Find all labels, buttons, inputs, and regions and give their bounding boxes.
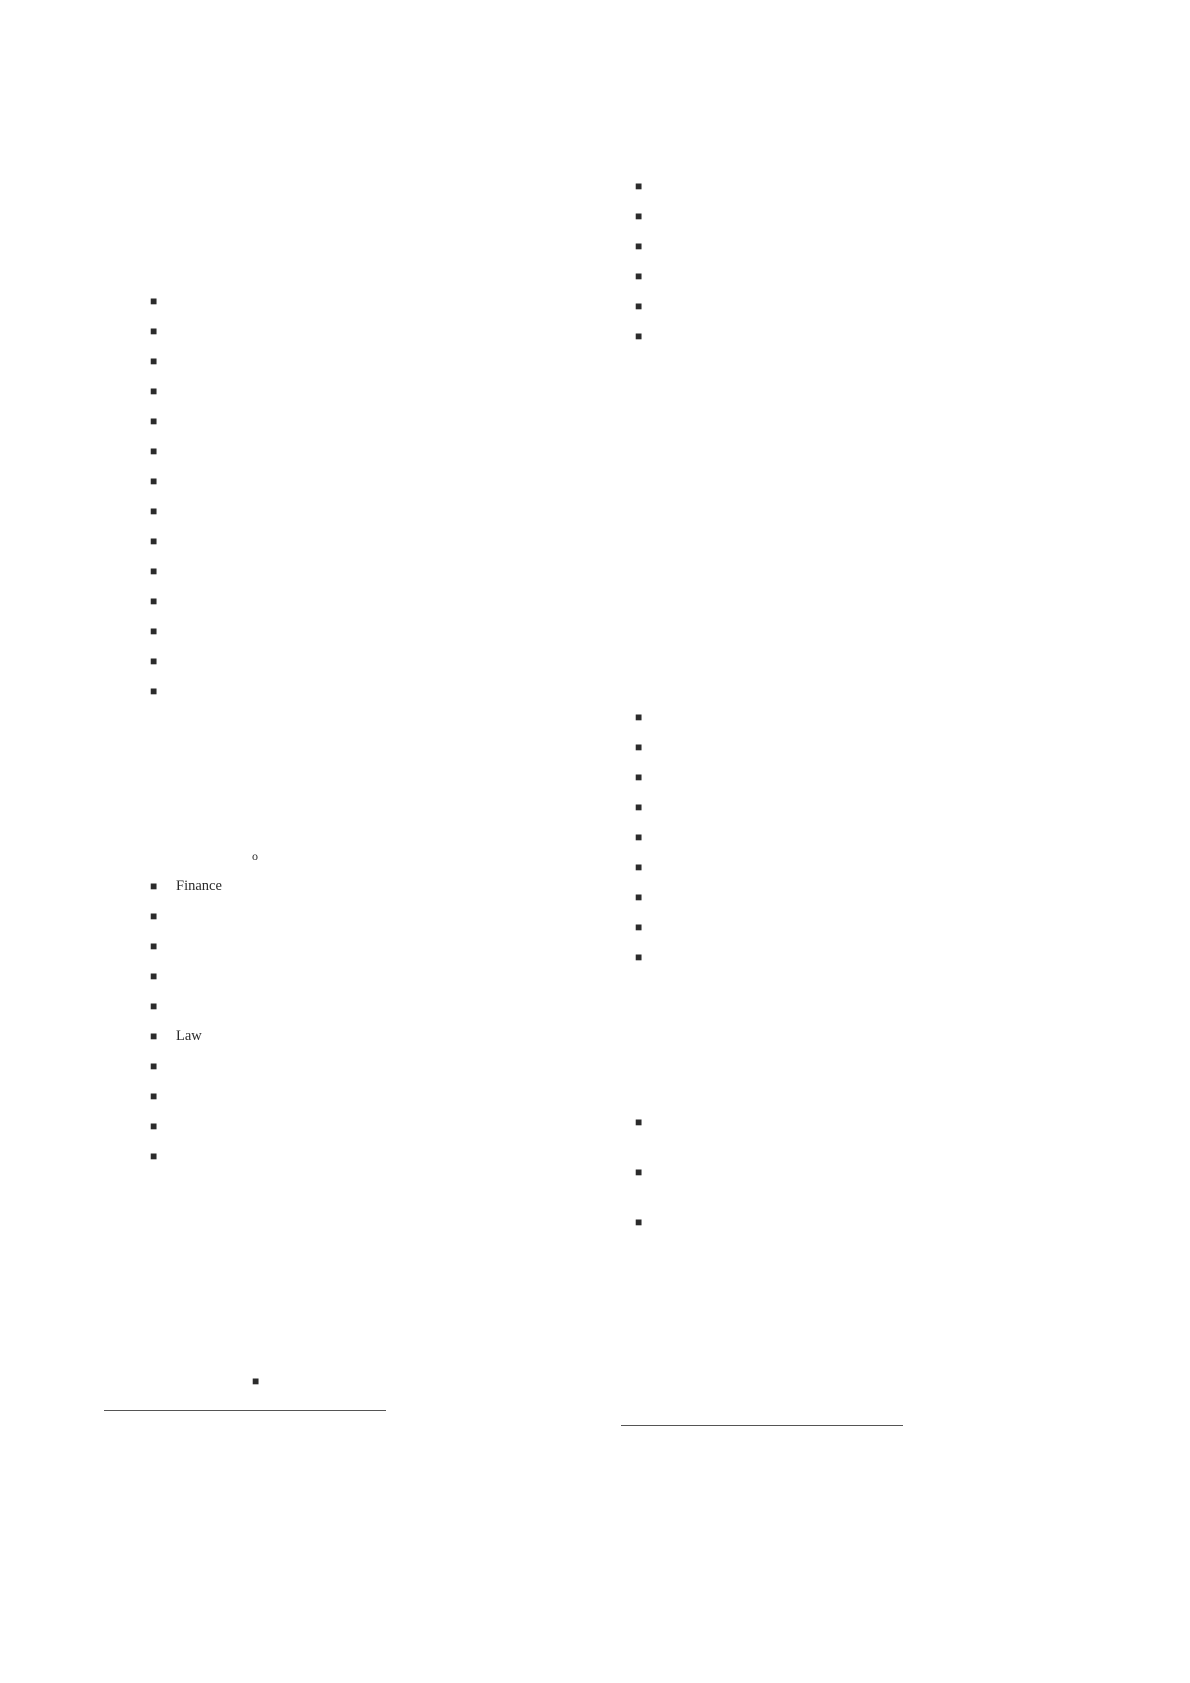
- list-item: [104, 591, 576, 611]
- section-heading-mathematics: [104, 1196, 576, 1214]
- bullet-icon: ■: [150, 1089, 158, 1103]
- bullet-icon: ■: [252, 1374, 260, 1388]
- list-item: [104, 996, 576, 1016]
- quality-management-intro: [621, 1024, 1093, 1104]
- mathematics-intro: [104, 1223, 576, 1363]
- bullet-icon: ■: [635, 329, 643, 343]
- bullet-icon: ■: [150, 684, 158, 698]
- mathematics-list-continued: [621, 176, 1093, 346]
- list-item: [621, 326, 1093, 346]
- bullet-icon: ■: [635, 770, 643, 784]
- list-item: [104, 291, 576, 311]
- section-heading-quality-management: [621, 997, 1093, 1015]
- bullet-icon: ■: [150, 879, 158, 893]
- computer-science-intro: [104, 203, 576, 283]
- list-item: [104, 966, 576, 986]
- list-item: [104, 1116, 576, 1136]
- list-item: [621, 1112, 1093, 1152]
- list-item: [621, 887, 1093, 907]
- bullet-icon: ■: [150, 999, 158, 1013]
- project-management-list: [621, 707, 1093, 967]
- bullet-icon: ■: [635, 740, 643, 754]
- list-item: [104, 936, 576, 956]
- list-item: [621, 827, 1093, 847]
- list-item: [104, 906, 576, 926]
- footnote: [621, 1447, 1093, 1461]
- bullet-icon: ■: [635, 920, 643, 934]
- computer-science-list: [104, 291, 576, 701]
- list-item: [104, 681, 576, 701]
- bullet-icon: ■: [150, 324, 158, 338]
- list-item: [621, 1212, 1093, 1252]
- list-item: [621, 737, 1093, 757]
- bullet-icon: ■: [150, 474, 158, 488]
- list-item: [104, 351, 576, 371]
- quality-management-closing: [621, 1264, 1093, 1324]
- bullet-icon: ■: [150, 654, 158, 668]
- bullet-icon: ■: [635, 950, 643, 964]
- bullet-icon: ■: [150, 354, 158, 368]
- bullet-icon: ■: [635, 269, 643, 283]
- bullet-icon: ■: [150, 1149, 158, 1163]
- list-item: [104, 411, 576, 431]
- bullet-icon: ■: [150, 969, 158, 983]
- list-item: [621, 857, 1093, 877]
- list-item: [621, 236, 1093, 256]
- list-item: [621, 797, 1093, 817]
- footnote-divider: [621, 1425, 903, 1426]
- bullet-icon: ■: [150, 1029, 158, 1043]
- list-item: [104, 651, 576, 671]
- list-item: [621, 206, 1093, 226]
- management-intro: [104, 758, 576, 838]
- project-management-intro: [621, 511, 1093, 651]
- list-item: [104, 1086, 576, 1106]
- section-heading-project-management: [621, 484, 1093, 502]
- bullet-icon: o: [252, 849, 258, 863]
- bullet-icon: ■: [150, 294, 158, 308]
- footnote-divider: [104, 1410, 386, 1411]
- list-item: [104, 621, 576, 641]
- bullet-icon: ■: [150, 564, 158, 578]
- list-item: [621, 176, 1093, 196]
- bullet-icon: ■: [635, 710, 643, 724]
- list-item: [621, 1162, 1093, 1202]
- footnote: [104, 1418, 544, 1432]
- list-item: [104, 531, 576, 551]
- bullet-icon: ■: [150, 1059, 158, 1073]
- bullet-icon: ■: [635, 1165, 643, 1179]
- list-item: [104, 501, 576, 521]
- bullet-icon: ■: [150, 1119, 158, 1133]
- page-number: [0, 1521, 1190, 1537]
- list-item: [104, 471, 576, 491]
- footnote: [104, 1446, 544, 1460]
- list-item: [621, 296, 1093, 316]
- bullet-icon: ■: [150, 534, 158, 548]
- list-item: [104, 381, 576, 401]
- left-column: [104, 176, 576, 1401]
- bullet-icon: ■: [150, 504, 158, 518]
- bullet-icon: ■: [635, 1115, 643, 1129]
- bullet-icon: ■: [635, 209, 643, 223]
- bullet-icon: ■: [150, 414, 158, 428]
- list-item: ■ Finance: [150, 878, 222, 894]
- bullet-icon: ■: [150, 909, 158, 923]
- list-item: [621, 767, 1093, 787]
- list-item: [104, 846, 576, 866]
- management-list: [104, 876, 576, 1166]
- bullet-icon: ■: [635, 1215, 643, 1229]
- section-heading-management: [104, 731, 576, 749]
- quality-management-list: [621, 1112, 1093, 1252]
- bullet-icon: ■: [150, 939, 158, 953]
- bullet-icon: ■: [635, 830, 643, 844]
- bullet-icon: ■: [635, 239, 643, 253]
- list-item: [621, 917, 1093, 937]
- footnote: [104, 1432, 544, 1446]
- bullet-icon: ■: [150, 384, 158, 398]
- list-item: [104, 441, 576, 461]
- list-item: [621, 266, 1093, 286]
- list-item: [104, 1371, 576, 1391]
- list-item: ■ Law: [150, 1028, 202, 1044]
- bullet-icon: ■: [635, 179, 643, 193]
- bullet-icon: ■: [150, 594, 158, 608]
- right-column: [621, 176, 1093, 1332]
- bullet-icon: ■: [635, 860, 643, 874]
- list-item: [621, 947, 1093, 967]
- list-item: [104, 1056, 576, 1076]
- project-management-intro-2: [621, 659, 1093, 699]
- list-item: [104, 321, 576, 341]
- footnotes-right: [621, 1433, 1093, 1461]
- list-item: [621, 707, 1093, 727]
- mathematics-closing: [621, 358, 1093, 458]
- footnotes-left: [104, 1418, 544, 1460]
- footnote: [621, 1433, 1093, 1447]
- bullet-icon: ■: [150, 624, 158, 638]
- bullet-icon: ■: [635, 800, 643, 814]
- list-item: [104, 1146, 576, 1166]
- list-item: [104, 561, 576, 581]
- bullet-icon: ■: [635, 299, 643, 313]
- bullet-icon: ■: [635, 890, 643, 904]
- bullet-icon: ■: [150, 444, 158, 458]
- section-heading-computer-science: [104, 176, 576, 194]
